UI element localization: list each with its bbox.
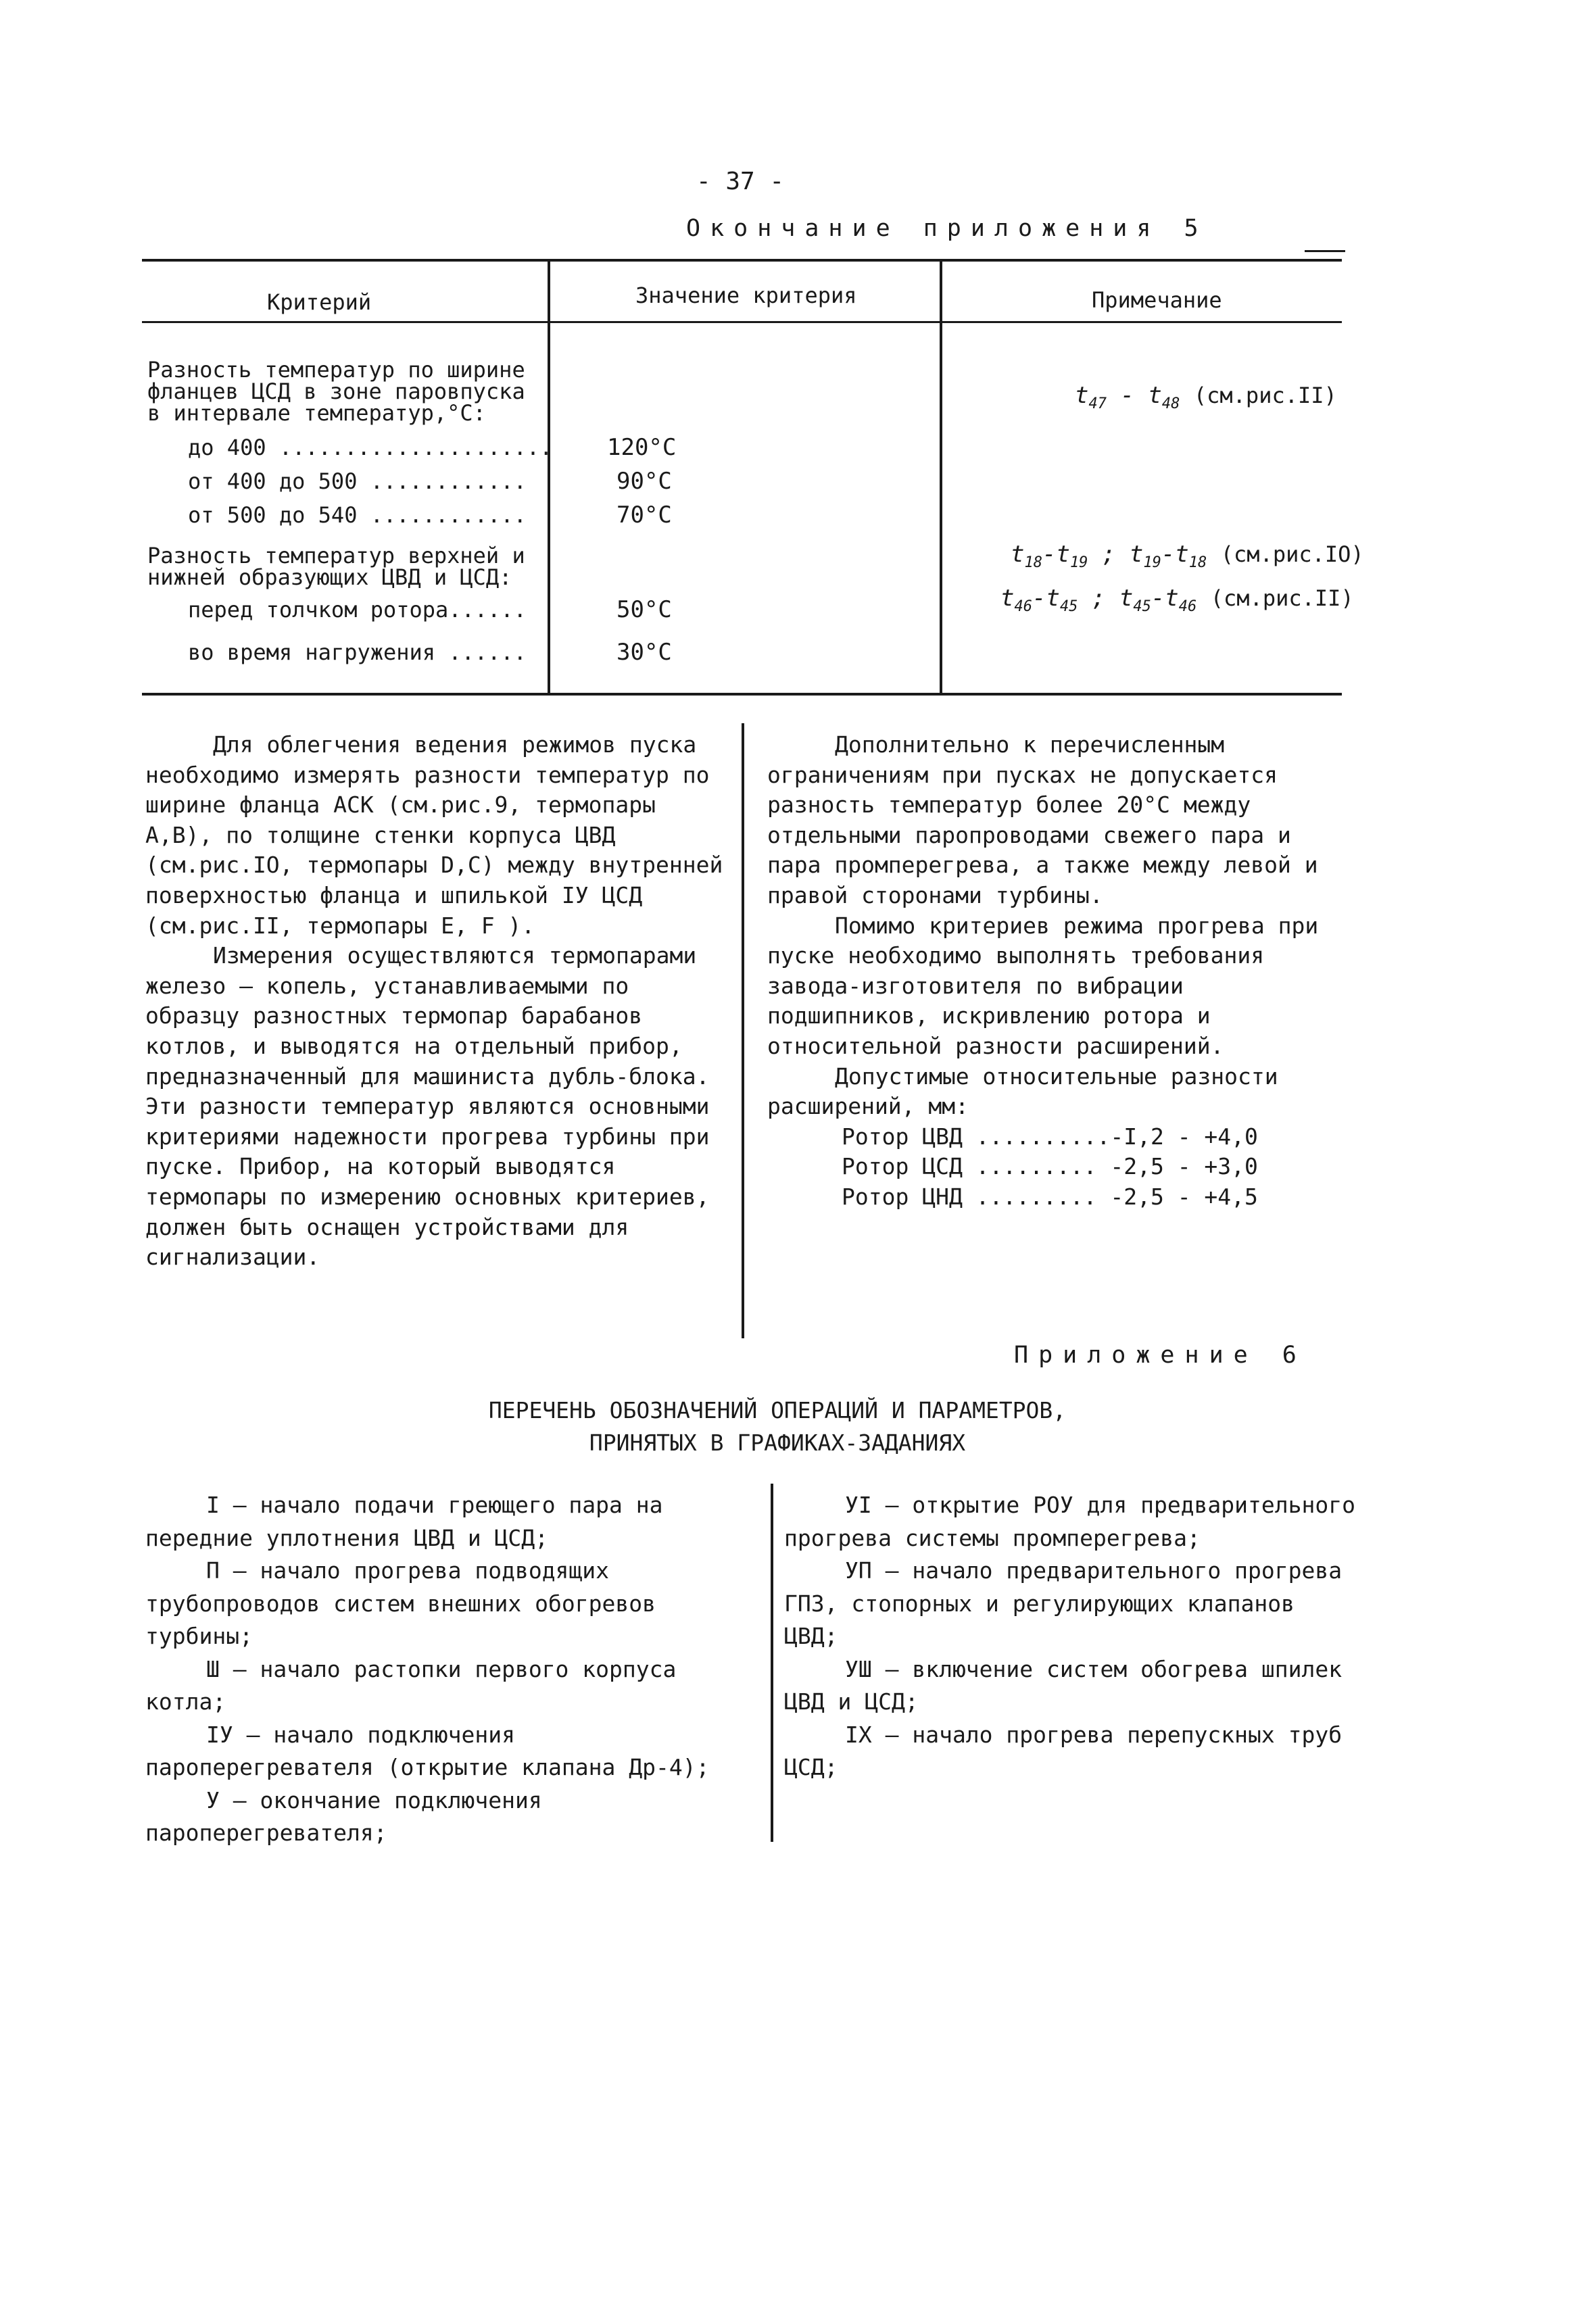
header-value: Значение критерия: [635, 283, 857, 308]
appendix-title-line: ПРИНЯТЫХ В ГРАФИКАХ-ЗАДАНИЯХ: [589, 1430, 966, 1456]
range-row-value: 90°C: [616, 468, 672, 495]
appendix-title-line: ПЕРЕЧЕНЬ ОБОЗНАЧЕНИЙ ОПЕРАЦИЙ И ПАРАМЕТРОВ,: [488, 1397, 1067, 1423]
table-bottom-rule: [142, 693, 1342, 696]
paragraph: Для облегчения ведения режимов пуска необходимо измерять разности температур по ширине фланца АСК (см.рис.9, термопары А,В), по толщине стенки корпуса ЦВД (см.рис.IO, термопары D,С) между внутренней поверхностью фланца и шпилькой IУ ЦСД (см.рис.II, термопары E, F ).: [145, 731, 723, 939]
paragraph: Дополнительно к перечисленным ограничениям при пусках не допускается разность температур более 20°С между отдельными паропроводами свежего пара и пара промперегрева, а также между левой и правой сторонами турбины.: [767, 731, 1318, 908]
table-top-rule: [142, 259, 1342, 262]
range-row-label: от 400 до 500 ............: [188, 468, 527, 494]
phase-row-label: перед толчком ротора......: [188, 597, 527, 623]
heading-underline: [1305, 250, 1345, 252]
operation-item: I – начало подачи греющего пара на передние уплотнения ЦВД и ЦСД;: [145, 1492, 663, 1551]
appendix-title: [338, 1394, 1217, 1459]
appendix-label: Приложение 6: [1014, 1342, 1307, 1369]
column-divider: [742, 723, 744, 1338]
note-subscript: 45: [1059, 598, 1078, 615]
operation-item: УI – открытие РОУ для предварительного прогрева системы промперегрева;: [784, 1492, 1355, 1551]
right-column-text: [767, 730, 1349, 1213]
criterion-2-line-1: Разность температур верхней и: [147, 543, 525, 568]
note-subscript: 45: [1133, 598, 1151, 615]
header-note: Примечание: [1092, 287, 1222, 313]
operation-item: IХ – начало прогрева перепускных труб ЦСД;: [784, 1721, 1343, 1780]
page-number: - 37 -: [696, 168, 785, 195]
note-subscript: 46: [1014, 598, 1032, 615]
note-figure-ref: (см.рис.II): [1193, 383, 1337, 408]
note-flange-difference: $t_{47} - t_{48}$ (см.рис.II): [1075, 382, 1337, 412]
range-row-value: 70°C: [616, 502, 672, 529]
note-subscript: 19: [1069, 554, 1088, 571]
criterion-1-line-1: Разность температур по ширине: [147, 357, 525, 383]
operation-item: УШ – включение систем обогрева шпилек ЦВД и ЦСД;: [784, 1655, 1343, 1715]
note-subscript: 48: [1161, 395, 1180, 412]
criterion-1-line-2: фланцев ЦСД в зоне паровпуска: [147, 379, 525, 404]
criterion-2-line-2: нижней образующих ЦВД и ЦСД:: [147, 564, 512, 590]
range-row-value: 120°C: [607, 434, 677, 461]
paragraph: Измерения осуществляются термопарами железо – копель, устанавливаемыми по образцу разностных термопар барабанов котлов, и выводятся на отдельный прибор, предназначенный для машиниста дубль-блока. Эти разности температур являются основными критериями надежности прогрева турбины при пуске. Прибор, на который выводятся термопары по измерению основных критериев, должен быть оснащен устройствами для сигнализации.: [145, 942, 710, 1271]
range-row-label: от 500 до 540 ............: [188, 502, 527, 528]
range-row-label: до 400 .....................: [188, 435, 553, 460]
paragraph: Допустимые относительные разности расширений, мм:: [767, 1063, 1278, 1120]
appendix-right-list: [784, 1489, 1359, 1784]
note-figure-ref: (см.рис.IO): [1220, 541, 1364, 567]
paragraph: Помимо критериев режима прогрева при пуске необходимо выполнять требования завода-изготовителя по вибрации подшипников, искривлению ротора и относительной разности расширений.: [767, 912, 1319, 1059]
appendix-column-divider: [771, 1484, 773, 1842]
continuation-heading: Окончание приложения 5: [686, 215, 1208, 242]
header-criterion: Критерий: [267, 289, 372, 315]
operation-item: У – окончание подключения пароперегревателя;: [145, 1786, 542, 1846]
note-subscript: 19: [1143, 554, 1161, 571]
criterion-1-line-3: в интервале температур,°C:: [147, 400, 486, 426]
left-column-text: [145, 730, 723, 1273]
note-subscript: 18: [1188, 554, 1207, 571]
note-figure-ref: (см.рис.II): [1210, 585, 1354, 611]
note-subscript: 18: [1024, 554, 1042, 571]
table-col-divider-1: [548, 259, 550, 695]
rotor-limit: Ротор ЦВД ..........-I,2 - +4,0: [842, 1123, 1258, 1150]
operation-item: Ш – начало растопки первого корпуса котла;: [145, 1655, 677, 1715]
note-top-bottom-difference: $t_{18}-t_{19}$ ; $t_{19}-t_{18}$ (см.рис.IO): [1011, 541, 1364, 571]
note-subscript: 46: [1178, 598, 1197, 615]
operation-item: УП – начало предварительного прогрева ГПЗ, стопорных и регулирующих клапанов ЦВД;: [784, 1557, 1343, 1649]
phase-row-label: во время нагружения ......: [188, 639, 527, 665]
table-col-divider-2: [940, 259, 942, 695]
note-subscript: 47: [1088, 395, 1107, 412]
operation-item: IУ – начало подключения пароперегревателя (открытие клапана Др-4);: [145, 1721, 710, 1780]
table-header-rule: [142, 321, 1342, 323]
rotor-limit: Ротор ЦСД ......... -2,5 - +3,0: [842, 1153, 1258, 1180]
rotor-limit: Ротор ЦНД ......... -2,5 - +4,5: [842, 1183, 1258, 1210]
operation-item: П – начало прогрева подводящих трубопроводов систем внешних обогревов турбины;: [145, 1557, 656, 1649]
appendix-left-list: [145, 1489, 723, 1850]
note-top-bottom-difference: $t_{46}-t_{45}$ ; $t_{45}-t_{46}$ (см.рис.II): [1000, 585, 1354, 615]
phase-row-value: 50°C: [616, 596, 672, 623]
phase-row-value: 30°C: [616, 639, 672, 666]
